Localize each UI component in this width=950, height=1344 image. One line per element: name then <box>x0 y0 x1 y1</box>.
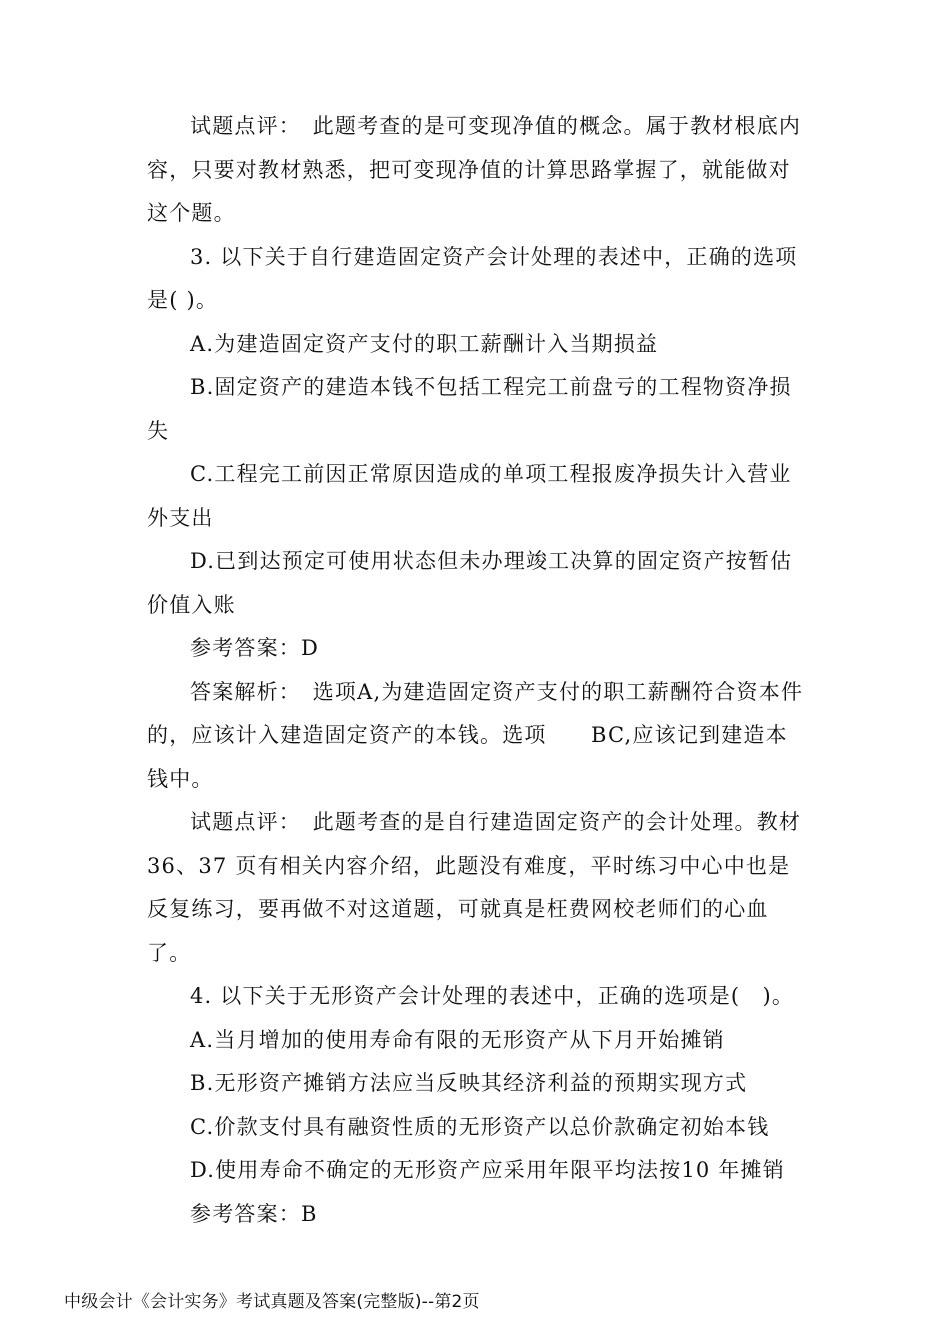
document-body <box>147 105 807 1236</box>
question-4-answer: 参考答案：B <box>190 1201 318 1226</box>
question-4-option-a: A.当月增加的使用寿命有限的无形资产从下月开始摊销 <box>190 1027 725 1052</box>
question-4-option-b: B.无形资产摊销方法应当反映其经济利益的预期实现方式 <box>190 1071 748 1095</box>
page-footer: 中级会计《会计实务》考试真题及答案(完整版)--第2页 <box>64 1292 480 1312</box>
question-3-option-b: B.固定资产的建造本钱不包括工程完工前盘亏的工程物资净损失 <box>147 375 792 443</box>
question-3-review: 试题点评： 此题考查的是自行建造固定资产的会计处理。教材36、37 页有相关内容介绍，此题没有难度，平时练习中心中也是反复练习，要再做不对这道题，可就真是枉费网校老师们的心血了。 <box>147 810 802 965</box>
question-3-answer: 参考答案：D <box>190 636 320 660</box>
question-3-option-c: C.工程完工前因正常原因造成的单项工程报废净损失计入营业外支出 <box>147 462 792 530</box>
question-4-option-d: D.使用寿命不确定的无形资产应采用年限平均法按10 年摊销 <box>190 1158 785 1182</box>
question-3-option-a: A.为建造固定资产支付的职工薪酬计入当期损益 <box>190 331 659 356</box>
question-4-stem: 4. 以下关于无形资产会计处理的表述中，正确的选项是( )。 <box>190 984 795 1008</box>
question-4-option-c: C.价款支付具有融资性质的无形资产以总价款确定初始本钱 <box>190 1114 770 1139</box>
question-2-review: 试题点评： 此题考查的是可变现净值的概念。属于教材根底内容，只要对教材熟悉，把可变现净值的计算思路掌握了，就能做对这个题。 <box>147 114 802 225</box>
question-3-stem: 3. 以下关于自行建造固定资产会计处理的表述中，正确的选项是( )。 <box>147 244 798 312</box>
question-3-option-d: D.已到达预定可使用状态但未办理竣工决算的固定资产按暂估价值入账 <box>147 549 793 617</box>
question-3-analysis: 答案解析： 选项A,为建造固定资产支付的职工薪酬符合资本件的，应该计入建造固定资产的本钱。选项 BC,应该记到建造本钱中。 <box>147 679 804 791</box>
